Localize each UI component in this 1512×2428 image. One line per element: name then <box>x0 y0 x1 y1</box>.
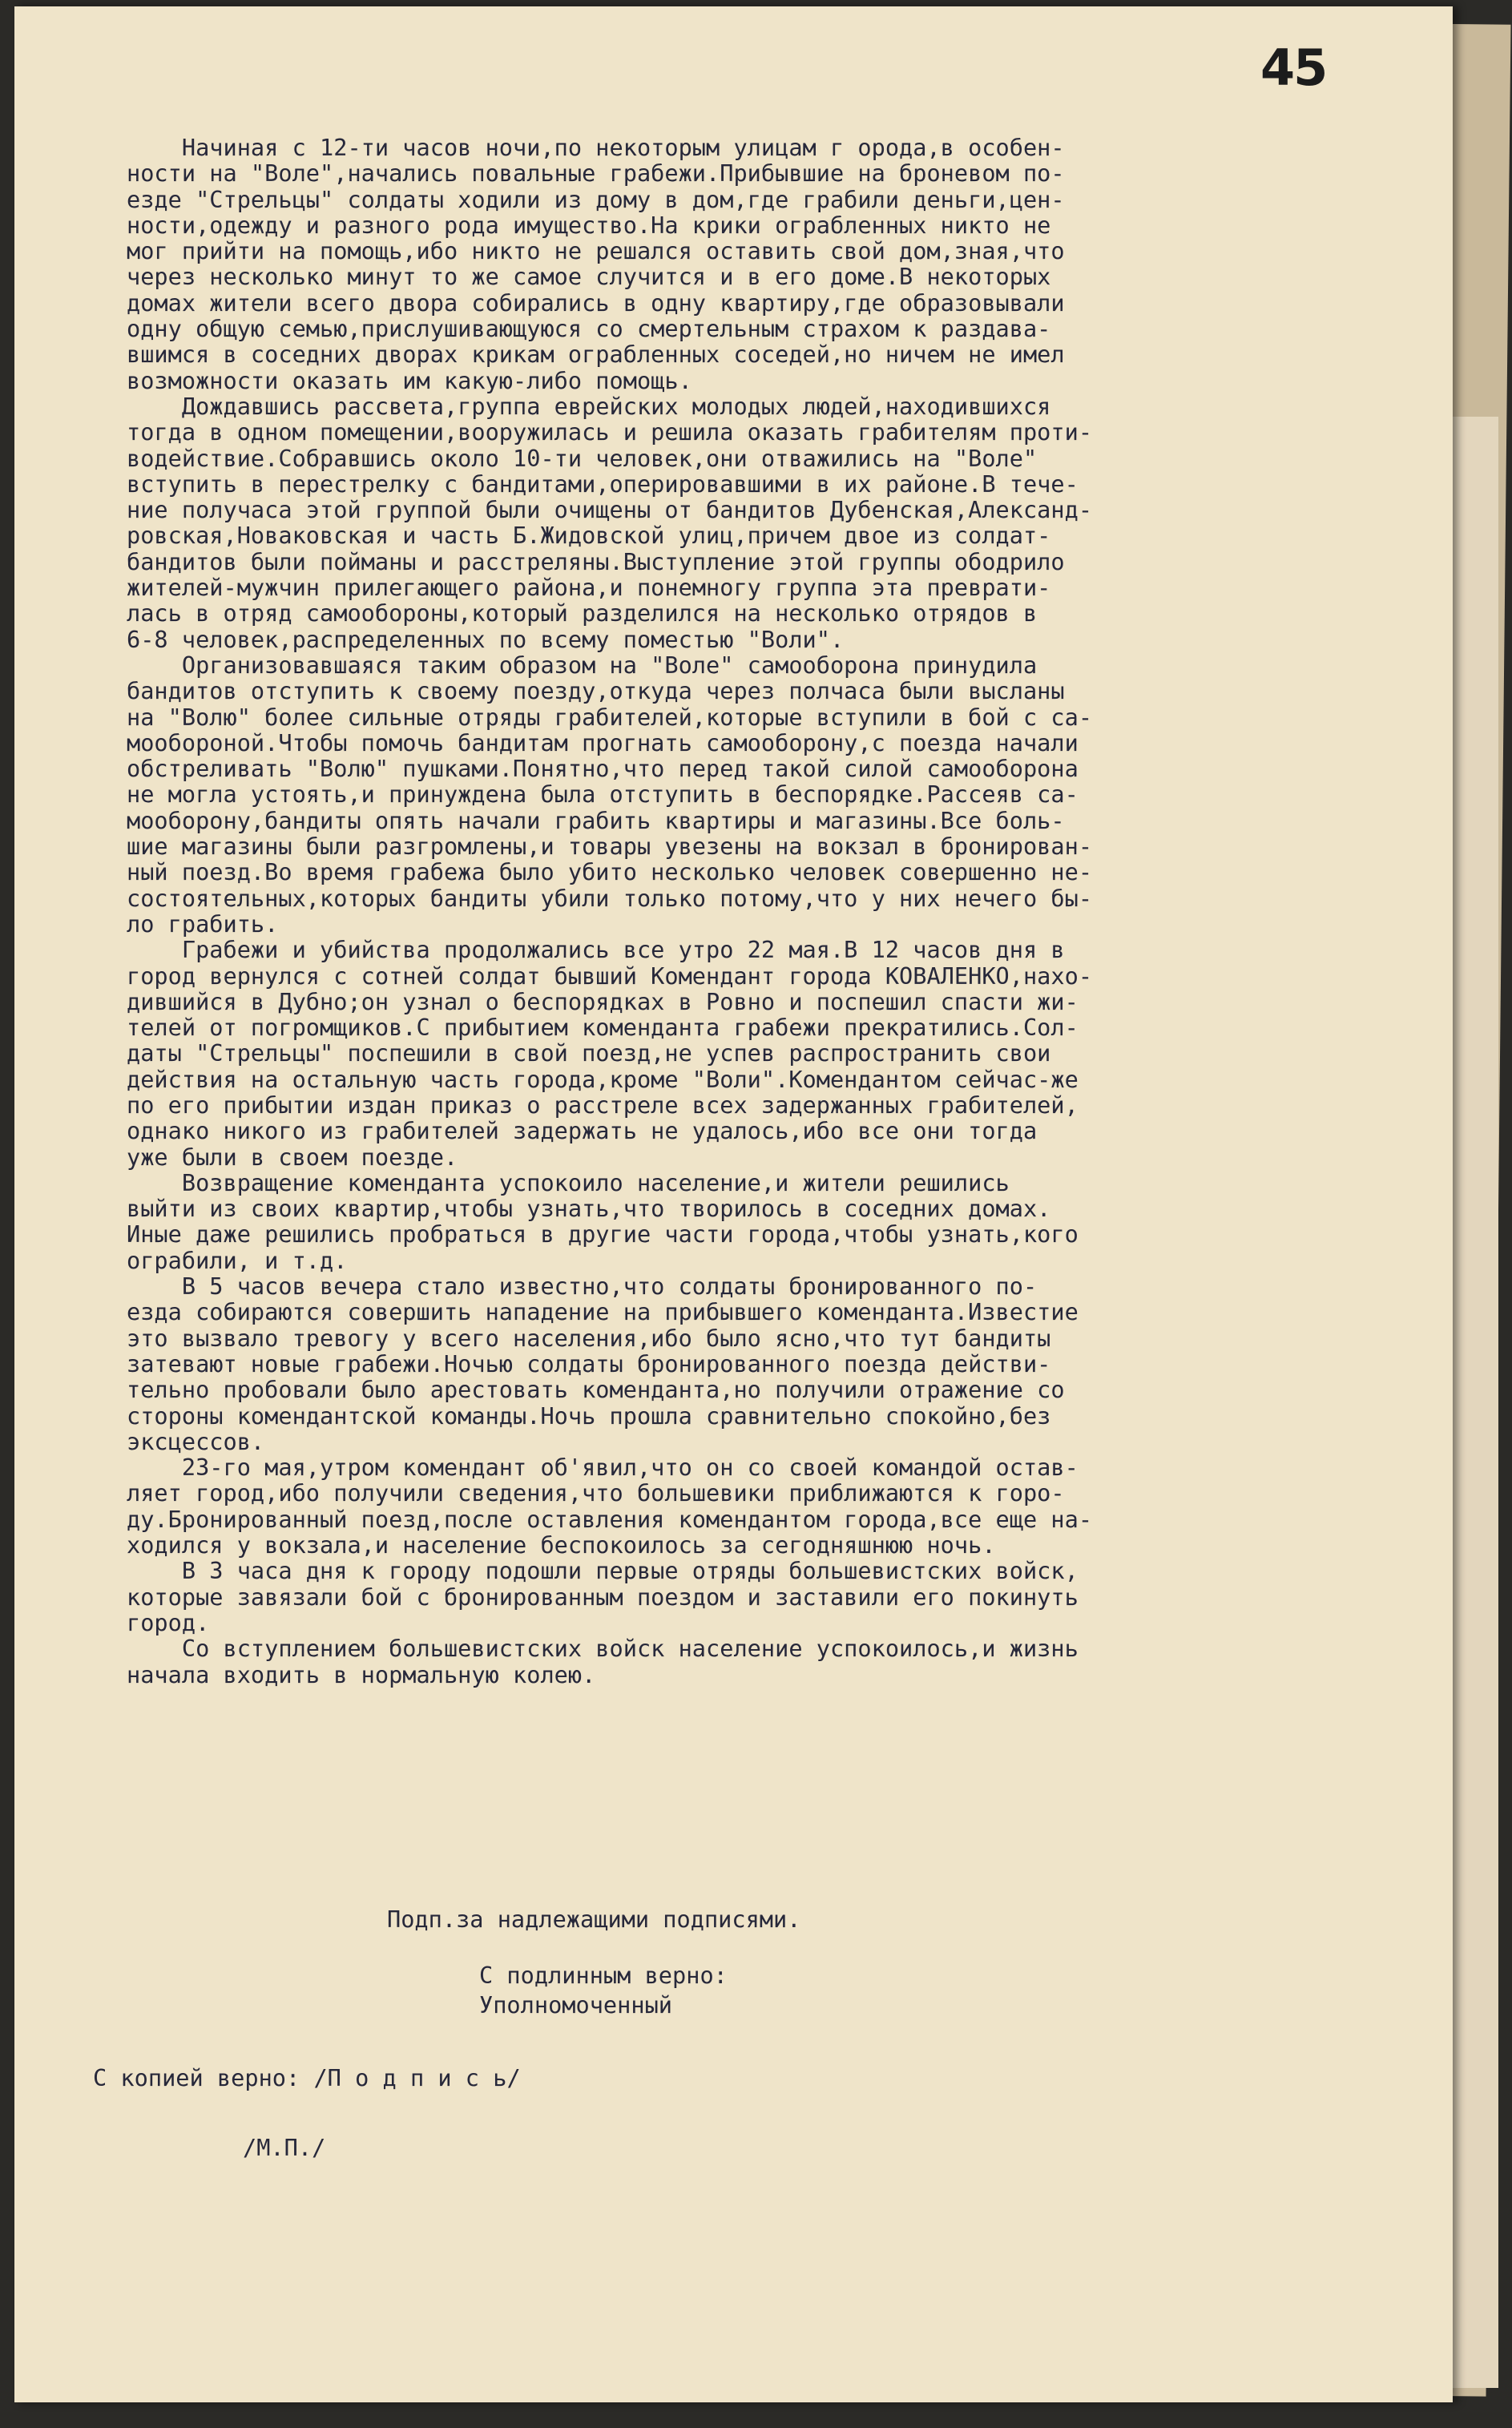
text-line: лась в отряд самообороны,который разделился на несколько отрядов в <box>127 599 1038 627</box>
text-line: ходился у вокзала,и население беспокоилось за сегодняшнюю ночь. <box>127 1531 996 1559</box>
text-line: выйти из своих квартир,чтобы узнать,что творилось в соседних домах. <box>127 1195 1051 1223</box>
text-line: ние получаса этой группой были очищены от бандитов Дубенская,Александ- <box>127 496 1093 524</box>
text-line: которые завязали бой с бронированным поездом и заставили его покинуть <box>127 1583 1079 1611</box>
text-line: Организовавшаяся таким образом на "Воле" самооборона принудила <box>127 651 1038 679</box>
text-line: дившийся в Дубно;он узнал о беспорядках в Ровно и поспешил спасти жи- <box>127 987 1079 1015</box>
text-line: вступить в перестрелку с бандитами,оперировавшими в их районе.В тече- <box>127 470 1079 498</box>
text-line: не могла устоять,и принуждена была отступить в беспорядке.Рассеяв са- <box>127 780 1079 809</box>
original-signed-note: Подп.за надлежащими подписями. <box>387 1906 801 1933</box>
text-line: телей от погромщиков.С прибытием коменданта грабежи прекратились.Сол- <box>127 1014 1079 1042</box>
document-body <box>127 135 1377 1688</box>
text-line: бандитов были пойманы и расстреляны.Выступление этой группы ободрило <box>127 547 1065 575</box>
text-line: жителей-мужчин прилегающего района,и понемногу группа эта преврати- <box>127 574 1051 602</box>
text-line: Грабежи и убийства продолжались все утро 22 мая.В 12 часов дня в <box>127 936 1065 964</box>
text-line: 6-8 человек,распределенных по всему поместью "Воли". <box>127 625 845 653</box>
text-line: езда собираются совершить нападение на прибывшего коменданта.Известие <box>127 1298 1079 1326</box>
text-line: однако никого из грабителей задержать не удалось,ибо все они тогда <box>127 1117 1038 1145</box>
folio-number: 45 <box>1260 38 1327 97</box>
text-line: ный поезд.Во время грабежа было убито несколько человек совершенно не- <box>127 858 1093 886</box>
text-line: бандитов отступить к своему поезду,откуда через полчаса были высланы <box>127 677 1065 705</box>
text-line: уже были в своем поезде. <box>127 1143 458 1171</box>
text-line: на "Волю" более сильные отряды грабителей,которые вступили в бой с са- <box>127 703 1093 731</box>
text-line: ровская,Новаковская и часть Б.Жидовской улиц,причем двое из солдат- <box>127 522 1051 550</box>
text-line: ограбили, и т.д. <box>127 1246 348 1274</box>
text-line: эксцессов. <box>127 1427 265 1455</box>
text-line: ло грабить. <box>127 909 279 938</box>
text-line: ности,одежду и разного рода имущество.На крики ограбленных никто не <box>127 211 1051 239</box>
text-line: через несколько минут то же самое случится и в его доме.В некоторых <box>127 263 1051 291</box>
text-line: город вернулся с сотней солдат бывший Комендант города КОВАЛЕНКО,нахо- <box>127 962 1093 990</box>
text-line: стороны комендантской команды.Ночь прошла сравнительно спокойно,без <box>127 1402 1051 1430</box>
text-line: затевают новые грабежи.Ночью солдаты бронированного поезда действи- <box>127 1349 1051 1377</box>
text-line: город. <box>127 1608 210 1636</box>
seal-mark: /М.П./ <box>243 2134 326 2161</box>
text-line: возможности оказать им какую-либо помощь. <box>127 366 692 394</box>
text-line: Возвращение коменданта успокоило население,и жители решились <box>127 1168 1010 1196</box>
authorized-line: Уполномоченный <box>479 1991 673 2019</box>
text-line: начала входить в нормальную колею. <box>127 1660 596 1688</box>
text-line: мообороной.Чтобы помочь бандитам прогнать самооборону,с поезда начали <box>127 728 1079 756</box>
text-line: Со вступлением большевистских войск население успокоилось,и жизнь <box>127 1635 1079 1663</box>
copy-verified-line: С копией верно: /П о д п и с ь/ <box>93 2064 521 2091</box>
text-line: Начиная с 12-ти часов ночи,по некоторым улицам г орода,в особен- <box>127 134 1065 161</box>
text-line: это вызвало тревогу у всего населения,ибо было ясно,что тут бандиты <box>127 1324 1051 1352</box>
text-line: шие магазины были разгромлены,и товары увезены на вокзал в бронирован- <box>127 833 1093 861</box>
text-line: вшимся в соседних дворах крикам ограбленных соседей,но ничем не имел <box>127 341 1065 369</box>
text-line: Дождавшись рассвета,группа еврейских молодых людей,находившихся <box>127 392 1051 420</box>
text-line: В 5 часов вечера стало известно,что солдаты бронированного по- <box>127 1272 1038 1301</box>
text-line: езде "Стрельцы" солдаты ходили из дому в дом,где грабили деньги,цен- <box>127 185 1065 213</box>
text-line: даты "Стрельцы" поспешили в свой поезд,не успев распространить свои <box>127 1039 1051 1067</box>
text-line: мог прийти на помощь,ибо никто не решался оставить свой дом,зная,что <box>127 237 1065 265</box>
text-line: ду.Бронированный поезд,после оставления комендантом города,все еще на- <box>127 1505 1093 1533</box>
text-line: мооборону,бандиты опять начали грабить квартиры и магазины.Все боль- <box>127 806 1065 834</box>
text-line: по его прибытии издан приказ о расстреле всех задержанных грабителей, <box>127 1091 1079 1119</box>
text-line: домах жители всего двора собирались в одну квартиру,где образовывали <box>127 288 1065 317</box>
text-line: водействие.Собравшись около 10-ти человек,они отважились на "Воле" <box>127 444 1038 472</box>
text-line: В 3 часа дня к городу подошли первые отряды большевистских войск, <box>127 1557 1079 1585</box>
text-line: одну общую семью,прислушивающуюся со смертельным страхом к раздава- <box>127 315 1051 343</box>
text-line: тельно пробовали было арестовать коменданта,но получили отражение со <box>127 1376 1065 1404</box>
text-line: состоятельных,которых бандиты убили только потому,что у них нечего бы- <box>127 884 1093 912</box>
text-line: 23-го мая,утром комендант об'явил,что он со своей командой остав- <box>127 1454 1079 1482</box>
typed-document-page <box>14 6 1453 2402</box>
text-line: Иные даже решились пробраться в другие части города,чтобы узнать,кого <box>127 1220 1079 1248</box>
text-line: тогда в одном помещении,вооружилась и решила оказать грабителям проти- <box>127 418 1093 446</box>
text-line: ляет город,ибо получили сведения,что большевики приближаются к горо- <box>127 1479 1065 1507</box>
text-line: обстреливать "Волю" пушками.Понятно,что перед такой силой самооборона <box>127 755 1079 783</box>
text-line: действия на остальную часть города,кроме "Воли".Комендантом сейчас-же <box>127 1065 1079 1093</box>
text-line: ности на "Воле",начались повальные грабежи.Прибывшие на броневом по- <box>127 159 1065 188</box>
verified-line: С подлинным верно: <box>479 1962 728 1989</box>
